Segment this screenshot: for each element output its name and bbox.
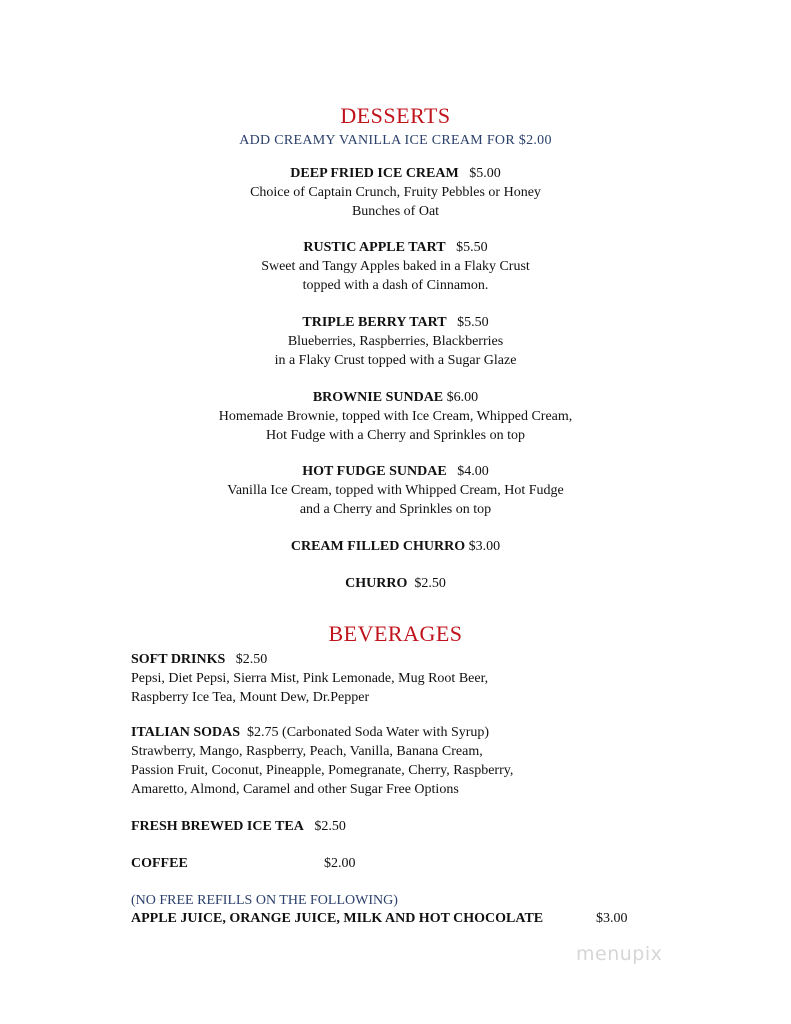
dessert-item-triple-berry-tart [0, 313, 791, 370]
no-refills-note: (NO FREE REFILLS ON THE FOLLOWING) [131, 893, 398, 908]
desserts-heading: DESSERTS [340, 103, 451, 128]
item-price: $2.50 [414, 576, 446, 591]
item-price: $5.00 [469, 166, 501, 181]
item-name: TRIPLE BERRY TART [302, 315, 447, 330]
desserts-subtitle: ADD CREAMY VANILLA ICE CREAM FOR $2.00 [239, 133, 552, 148]
item-desc: Sweet and Tangy Apples baked in a Flaky Crust [261, 259, 530, 274]
beverage-juices-name: APPLE JUICE, ORANGE JUICE, MILK AND HOT CHOCOLATE [131, 911, 544, 926]
item-name: DEEP FRIED ICE CREAM [290, 166, 459, 181]
item-price: $3.00 [468, 539, 501, 554]
item-desc: Amaretto, Almond, Caramel and other Sugar Free Options [131, 782, 459, 797]
beverages-heading: BEVERAGES [328, 621, 463, 646]
item-desc: Vanilla Ice Cream, topped with Whipped Cream, Hot Fudge [227, 483, 564, 498]
item-name: BROWNIE SUNDAE [312, 390, 444, 405]
item-name: RUSTIC APPLE TART [303, 240, 446, 255]
menupix-watermark: menupix [576, 943, 663, 965]
item-price: $2.50 [314, 819, 346, 834]
item-price: $2.50 [235, 652, 268, 667]
item-desc: Passion Fruit, Coconut, Pineapple, Pomegranate, Cherry, Raspberry, [131, 763, 514, 778]
item-desc: in a Flaky Crust topped with a Sugar Glaze [274, 353, 517, 368]
item-desc: Hot Fudge with a Cherry and Sprinkles on top [266, 428, 525, 443]
item-name: ITALIAN SODAS [131, 725, 241, 740]
item-desc: Strawberry, Mango, Raspberry, Peach, Vanilla, Banana Cream, [131, 744, 483, 759]
beverage-ice-tea [131, 817, 346, 836]
beverage-soft-drinks [131, 650, 488, 707]
dessert-item-rustic-apple-tart [0, 238, 791, 295]
beverage-italian-sodas [131, 723, 513, 799]
beverage-coffee-name: COFFEE [131, 856, 188, 871]
item-name: FRESH BREWED ICE TEA [131, 819, 304, 834]
item-price: $5.50 [456, 240, 488, 255]
item-price: $4.00 [457, 464, 489, 479]
beverage-coffee-price: $2.00 [324, 856, 356, 871]
item-desc: Choice of Captain Crunch, Fruity Pebbles or Honey [250, 185, 541, 200]
dessert-item-brownie-sundae [0, 388, 791, 445]
item-price: $5.50 [457, 315, 489, 330]
item-desc: Homemade Brownie, topped with Ice Cream, Whipped Cream, [218, 409, 573, 424]
item-desc: Bunches of Oat [351, 204, 440, 219]
item-desc: topped with a dash of Cinnamon. [302, 278, 489, 293]
item-name: CREAM FILLED CHURRO [290, 539, 466, 554]
item-name: CHURRO [345, 576, 408, 591]
item-desc: Blueberries, Raspberries, Blackberries [287, 334, 504, 349]
dessert-item-cream-filled-churro [0, 537, 791, 556]
item-desc: Raspberry Ice Tea, Mount Dew, Dr.Pepper [131, 690, 370, 705]
beverage-juices-price: $3.00 [596, 911, 628, 926]
item-desc: and a Cherry and Sprinkles on top [299, 502, 492, 517]
dessert-item-churro [0, 574, 791, 593]
dessert-item-hot-fudge-sundae [0, 462, 791, 519]
dessert-item-deep-fried-ice-cream [0, 164, 791, 221]
item-name: HOT FUDGE SUNDAE [302, 464, 447, 479]
item-price: $2.75 (Carbonated Soda Water with Syrup) [247, 725, 490, 740]
item-name: SOFT DRINKS [131, 652, 226, 667]
item-price: $6.00 [446, 390, 479, 405]
item-desc: Pepsi, Diet Pepsi, Sierra Mist, Pink Lemonade, Mug Root Beer, [131, 671, 489, 686]
